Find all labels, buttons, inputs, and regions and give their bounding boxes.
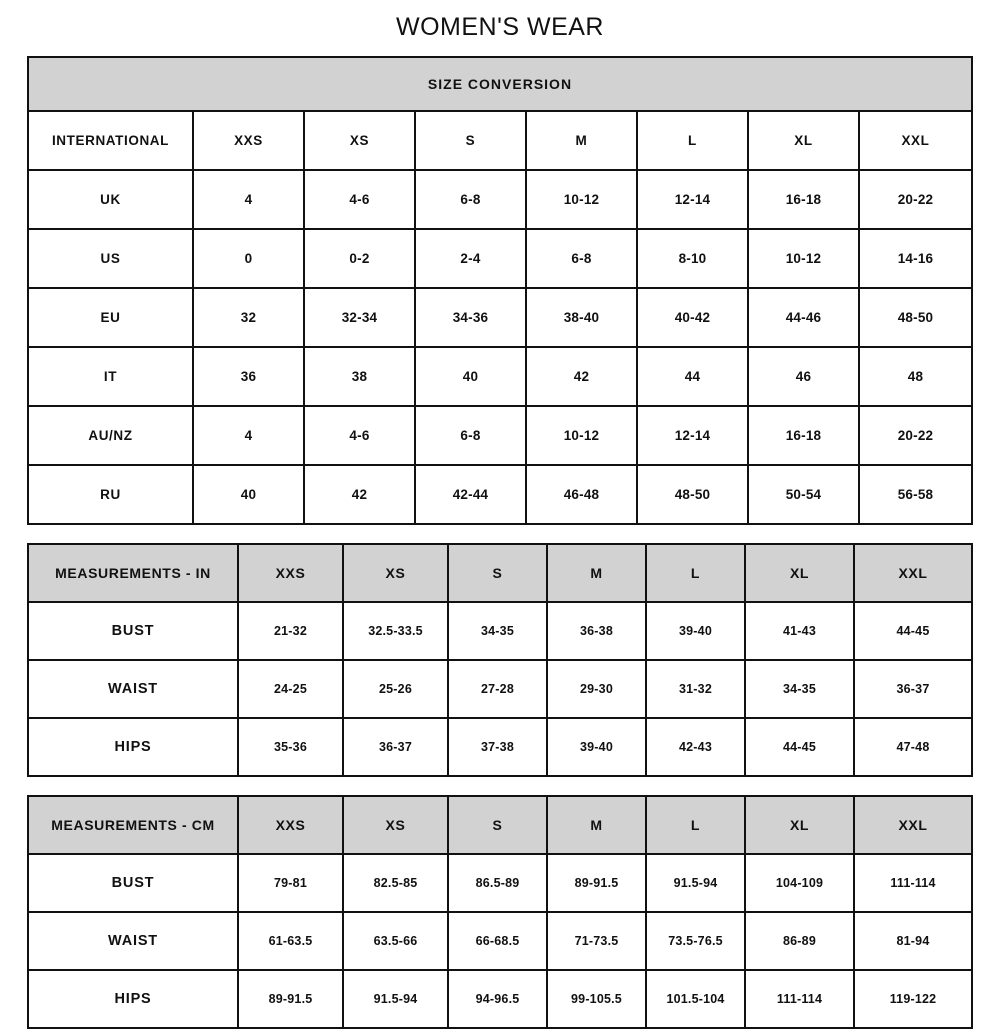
table-cell: 10-12 bbox=[526, 170, 637, 229]
column-header-xs: XS bbox=[343, 544, 448, 602]
table-cell: 61-63.5 bbox=[238, 912, 343, 970]
table-cell: 0 bbox=[193, 229, 304, 288]
row-label-waist: WAIST bbox=[28, 660, 238, 718]
table-cell: 42-43 bbox=[646, 718, 745, 776]
table-cell: 79-81 bbox=[238, 854, 343, 912]
table-cell: 48-50 bbox=[859, 288, 972, 347]
table-cell: 4 bbox=[193, 170, 304, 229]
column-header-xl: XL bbox=[745, 544, 854, 602]
measurements-cm-table bbox=[27, 795, 973, 1029]
table-cell: 8-10 bbox=[637, 229, 748, 288]
table-cell: 29-30 bbox=[547, 660, 646, 718]
size-conversion-table bbox=[27, 56, 973, 525]
row-label-hips: HIPS bbox=[28, 970, 238, 1028]
column-header-m: M bbox=[526, 111, 637, 170]
table-cell: 34-35 bbox=[745, 660, 854, 718]
table-header-row bbox=[28, 544, 972, 602]
measurements-inches-table bbox=[27, 543, 973, 777]
table-cell: 73.5-76.5 bbox=[646, 912, 745, 970]
table-cell: 46-48 bbox=[526, 465, 637, 524]
column-header-measurements-in: MEASUREMENTS - IN bbox=[28, 544, 238, 602]
table-cell: 34-35 bbox=[448, 602, 547, 660]
table-cell: 91.5-94 bbox=[343, 970, 448, 1028]
row-label-waist: WAIST bbox=[28, 912, 238, 970]
column-header-xxs: XXS bbox=[238, 544, 343, 602]
table-cell: 16-18 bbox=[748, 170, 859, 229]
column-header-xs: XS bbox=[304, 111, 415, 170]
table-row bbox=[28, 170, 972, 229]
table-cell: 71-73.5 bbox=[547, 912, 646, 970]
column-header-xxs: XXS bbox=[193, 111, 304, 170]
table-cell: 21-32 bbox=[238, 602, 343, 660]
table-cell: 20-22 bbox=[859, 406, 972, 465]
table-cell: 38-40 bbox=[526, 288, 637, 347]
row-label-us: US bbox=[28, 229, 193, 288]
table-cell: 44 bbox=[637, 347, 748, 406]
size-conversion-band-label: SIZE CONVERSION bbox=[28, 57, 972, 111]
table-cell: 24-25 bbox=[238, 660, 343, 718]
table-cell: 86.5-89 bbox=[448, 854, 547, 912]
table-cell: 40 bbox=[193, 465, 304, 524]
table-cell: 48-50 bbox=[637, 465, 748, 524]
table-cell: 42 bbox=[526, 347, 637, 406]
table-cell: 36-38 bbox=[547, 602, 646, 660]
table-cell: 14-16 bbox=[859, 229, 972, 288]
column-header-l: L bbox=[646, 544, 745, 602]
table-cell: 40 bbox=[415, 347, 526, 406]
table-cell: 94-96.5 bbox=[448, 970, 547, 1028]
table-cell: 42-44 bbox=[415, 465, 526, 524]
page-title: WOMEN'S WEAR bbox=[396, 13, 604, 41]
table-row bbox=[28, 660, 972, 718]
column-header-m: M bbox=[547, 544, 646, 602]
table-cell: 37-38 bbox=[448, 718, 547, 776]
table-cell: 38 bbox=[304, 347, 415, 406]
table-row bbox=[28, 288, 972, 347]
table-header-row bbox=[28, 796, 972, 854]
table-cell: 44-46 bbox=[748, 288, 859, 347]
table-cell: 42 bbox=[304, 465, 415, 524]
column-header-xxl: XXL bbox=[859, 111, 972, 170]
table-cell: 36-37 bbox=[854, 660, 972, 718]
table-header-row bbox=[28, 111, 972, 170]
table-cell: 4-6 bbox=[304, 170, 415, 229]
table-row bbox=[28, 912, 972, 970]
table-row bbox=[28, 718, 972, 776]
table-cell: 86-89 bbox=[745, 912, 854, 970]
table-cell: 6-8 bbox=[415, 406, 526, 465]
table-cell: 56-58 bbox=[859, 465, 972, 524]
column-header-s: S bbox=[415, 111, 526, 170]
column-header-s: S bbox=[448, 796, 547, 854]
table-cell: 50-54 bbox=[748, 465, 859, 524]
table-cell: 44-45 bbox=[745, 718, 854, 776]
table-cell: 27-28 bbox=[448, 660, 547, 718]
table-cell: 89-91.5 bbox=[547, 854, 646, 912]
table-cell: 0-2 bbox=[304, 229, 415, 288]
column-header-xxl: XXL bbox=[854, 544, 972, 602]
table-cell: 89-91.5 bbox=[238, 970, 343, 1028]
column-header-l: L bbox=[637, 111, 748, 170]
table-cell: 12-14 bbox=[637, 406, 748, 465]
table-cell: 12-14 bbox=[637, 170, 748, 229]
column-header-s: S bbox=[448, 544, 547, 602]
table-cell: 39-40 bbox=[547, 718, 646, 776]
column-header-xxl: XXL bbox=[854, 796, 972, 854]
column-header-xs: XS bbox=[343, 796, 448, 854]
table-row bbox=[28, 347, 972, 406]
table-cell: 111-114 bbox=[745, 970, 854, 1028]
table-cell: 99-105.5 bbox=[547, 970, 646, 1028]
table-cell: 32-34 bbox=[304, 288, 415, 347]
table-cell: 46 bbox=[748, 347, 859, 406]
table-row bbox=[28, 602, 972, 660]
column-header-l: L bbox=[646, 796, 745, 854]
table-cell: 32.5-33.5 bbox=[343, 602, 448, 660]
table-cell: 34-36 bbox=[415, 288, 526, 347]
table-cell: 6-8 bbox=[526, 229, 637, 288]
column-header-measurements-cm: MEASUREMENTS - CM bbox=[28, 796, 238, 854]
column-header-international: INTERNATIONAL bbox=[28, 111, 193, 170]
table-cell: 36 bbox=[193, 347, 304, 406]
table-cell: 10-12 bbox=[526, 406, 637, 465]
row-label-bust: BUST bbox=[28, 854, 238, 912]
row-label-bust: BUST bbox=[28, 602, 238, 660]
table-cell: 40-42 bbox=[637, 288, 748, 347]
table-row bbox=[28, 970, 972, 1028]
table-cell: 39-40 bbox=[646, 602, 745, 660]
column-header-xl: XL bbox=[745, 796, 854, 854]
row-label-aunz: AU/NZ bbox=[28, 406, 193, 465]
table-row bbox=[28, 229, 972, 288]
table-cell: 63.5-66 bbox=[343, 912, 448, 970]
table-cell: 91.5-94 bbox=[646, 854, 745, 912]
row-label-ru: RU bbox=[28, 465, 193, 524]
table-row bbox=[28, 465, 972, 524]
table-cell: 111-114 bbox=[854, 854, 972, 912]
table-cell: 25-26 bbox=[343, 660, 448, 718]
table-cell: 101.5-104 bbox=[646, 970, 745, 1028]
column-header-m: M bbox=[547, 796, 646, 854]
table-cell: 4 bbox=[193, 406, 304, 465]
table-cell: 16-18 bbox=[748, 406, 859, 465]
table-cell: 81-94 bbox=[854, 912, 972, 970]
row-label-eu: EU bbox=[28, 288, 193, 347]
table-cell: 36-37 bbox=[343, 718, 448, 776]
table-cell: 44-45 bbox=[854, 602, 972, 660]
table-cell: 4-6 bbox=[304, 406, 415, 465]
row-label-uk: UK bbox=[28, 170, 193, 229]
row-label-hips: HIPS bbox=[28, 718, 238, 776]
table-cell: 6-8 bbox=[415, 170, 526, 229]
table-cell: 119-122 bbox=[854, 970, 972, 1028]
column-header-xl: XL bbox=[748, 111, 859, 170]
table-row bbox=[28, 406, 972, 465]
table-cell: 41-43 bbox=[745, 602, 854, 660]
table-cell: 32 bbox=[193, 288, 304, 347]
table-cell: 35-36 bbox=[238, 718, 343, 776]
row-label-it: IT bbox=[28, 347, 193, 406]
table-cell: 2-4 bbox=[415, 229, 526, 288]
column-header-xxs: XXS bbox=[238, 796, 343, 854]
table-cell: 48 bbox=[859, 347, 972, 406]
table-row bbox=[28, 854, 972, 912]
table-cell: 10-12 bbox=[748, 229, 859, 288]
table-cell: 66-68.5 bbox=[448, 912, 547, 970]
table-cell: 20-22 bbox=[859, 170, 972, 229]
table-band-row bbox=[28, 57, 972, 111]
table-cell: 104-109 bbox=[745, 854, 854, 912]
table-cell: 31-32 bbox=[646, 660, 745, 718]
table-cell: 47-48 bbox=[854, 718, 972, 776]
table-cell: 82.5-85 bbox=[343, 854, 448, 912]
